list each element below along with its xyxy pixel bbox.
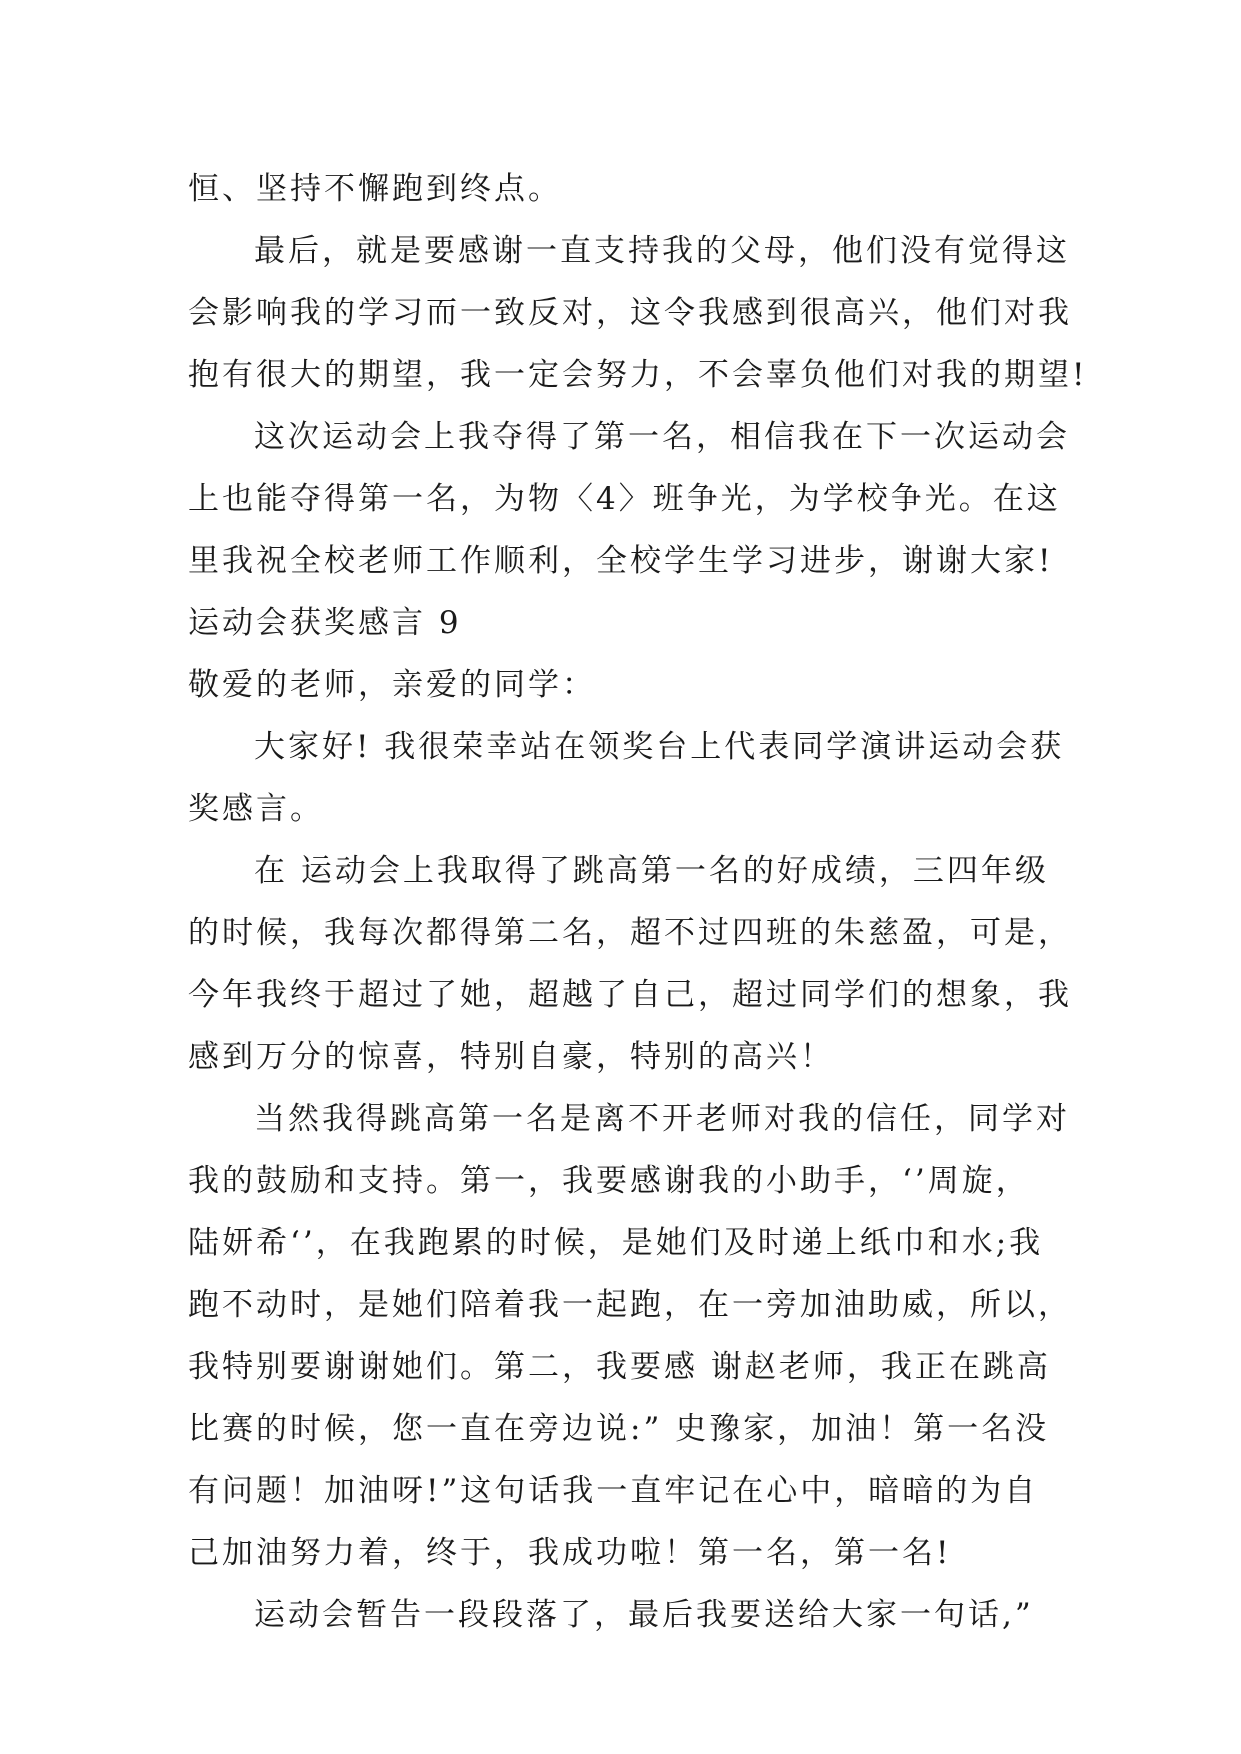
text-line: 在 运动会上我取得了跳高第一名的好成绩，三四年级 — [254, 853, 1049, 889]
text-line: 的时候，我每次都得第二名，超不过四班的朱慈盈，可是， — [188, 915, 1072, 951]
text-line: 大家好! 我很荣幸站在领奖台上代表同学演讲运动会获 — [254, 729, 1065, 765]
text-line: 己加油努力着，终于，我成功啦！第一名，第一名! — [188, 1535, 952, 1571]
text-line: 会影响我的学习而一致反对，这令我感到很高兴，他们对我 — [188, 295, 1072, 331]
text-line: 有问题！加油呀!”这句话我一直牢记在心中，暗暗的为自 — [188, 1473, 1039, 1509]
text-line: 我的鼓励和支持。第一，我要感谢我的小助手，‘’周旋， — [188, 1163, 1030, 1199]
text-line: 敬爱的老师，亲爱的同学： — [188, 667, 596, 703]
text-line: 今年我终于超过了她，超越了自己，超过同学们的想象，我 — [188, 977, 1072, 1013]
text-line: 我特别要谢谢她们。第二，我要感 谢赵老师，我正在跳高 — [188, 1349, 1051, 1385]
text-line: 比赛的时候，您一直在旁边说:” 史豫家，加油！第一名没 — [188, 1411, 1050, 1447]
text-line: 运动会获奖感言 9 — [188, 605, 462, 641]
text-line: 当然我得跳高第一名是离不开老师对我的信任，同学对 — [254, 1101, 1070, 1137]
text-line: 跑不动时，是她们陪着我一起跑，在一旁加油助威，所以， — [188, 1287, 1072, 1323]
text-line: 上也能夺得第一名，为物〈4〉班争光，为学校争光。在这 — [188, 481, 1061, 517]
text-line: 最后，就是要感谢一直支持我的父母，他们没有觉得这 — [254, 233, 1070, 269]
text-line: 这次运动会上我夺得了第一名，相信我在下一次运动会 — [254, 419, 1070, 455]
text-line: 运动会暂告一段段落了，最后我要送给大家一句话,” — [254, 1597, 1034, 1633]
text-line: 奖感言。 — [188, 791, 324, 827]
text-line: 里我祝全校老师工作顺利，全校学生学习进步，谢谢大家! — [188, 543, 1054, 579]
text-line: 陆妍希‘’，在我跑累的时候，是她们及时递上纸巾和水;我 — [188, 1225, 1044, 1261]
text-line: 恒、坚持不懈跑到终点。 — [188, 171, 562, 207]
text-line: 感到万分的惊喜，特别自豪，特别的高兴！ — [188, 1039, 834, 1075]
text-line: 抱有很大的期望，我一定会努力，不会辜负他们对我的期望! — [188, 357, 1088, 393]
document-body — [188, 158, 1088, 1646]
